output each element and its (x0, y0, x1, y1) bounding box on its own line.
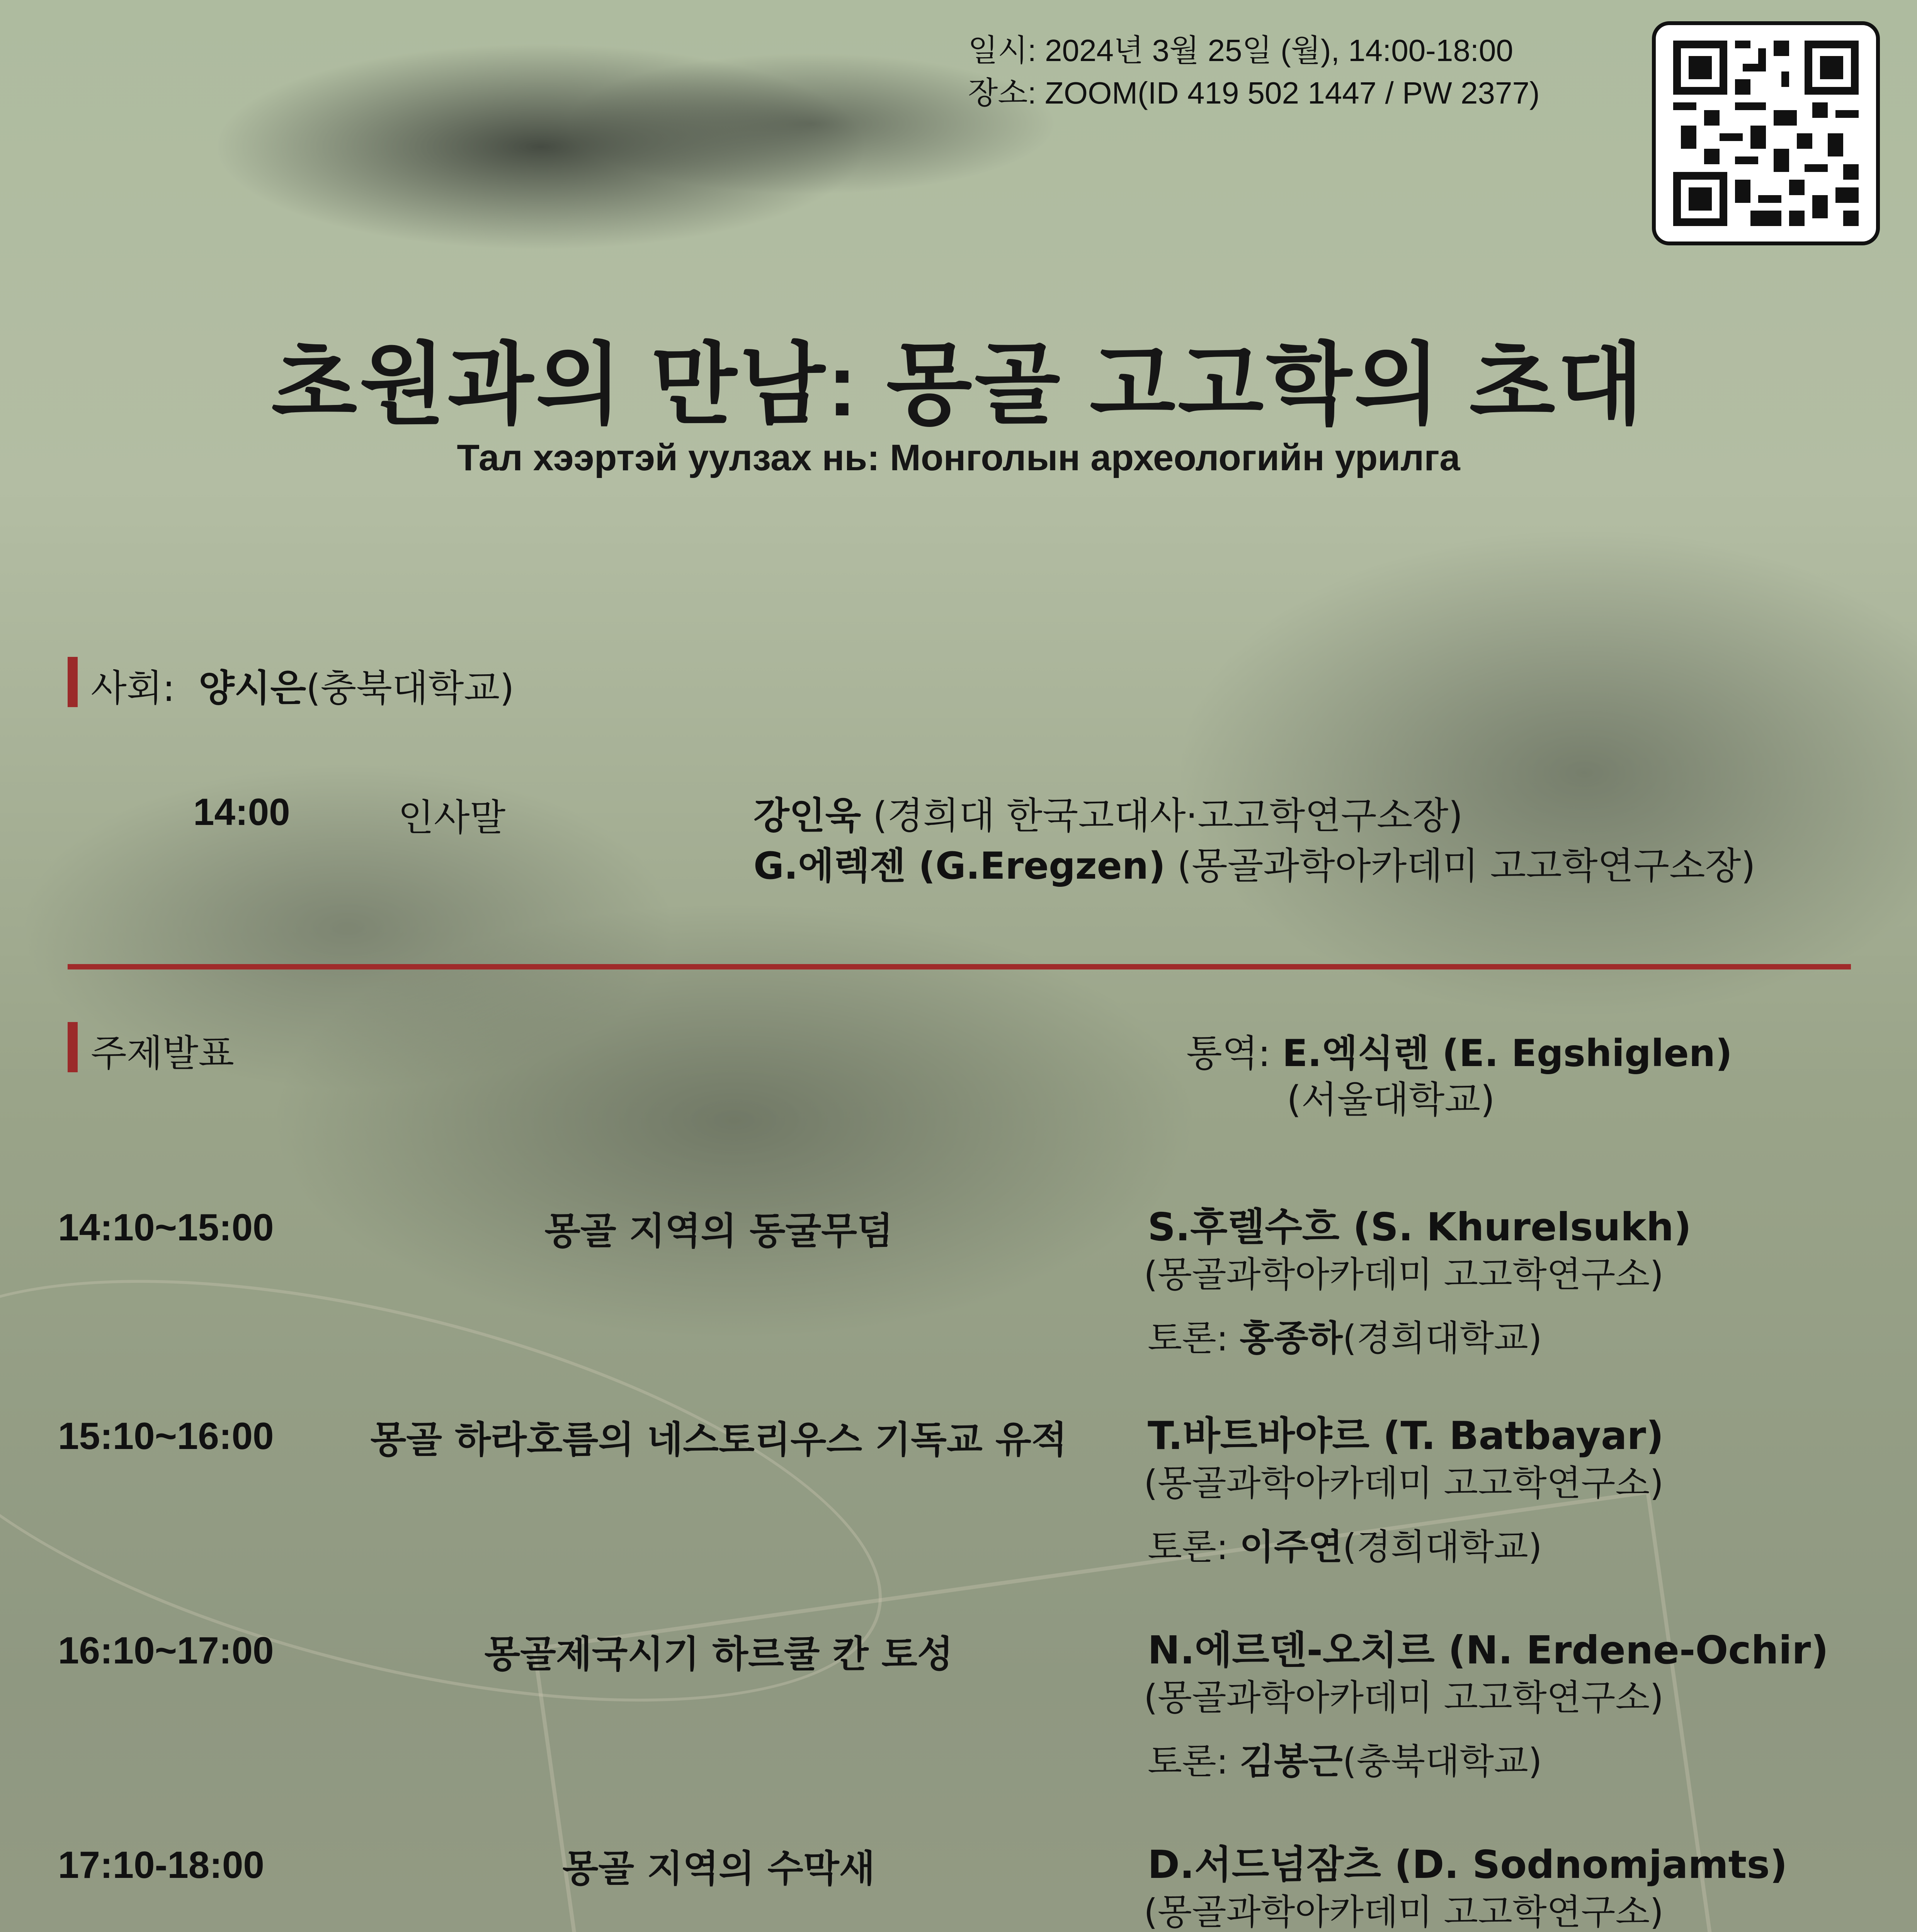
session-speaker: N.에르덴-오치르 (N. Erdene-Ochir) (1148, 1628, 1829, 1673)
moderator-org: (충북대학교) (306, 667, 514, 710)
session-affiliation: (몽골과학아카데미 고고학연구소) (1144, 1463, 1664, 1504)
moderator-name: 양시은 (198, 667, 306, 710)
session-speaker: S.후렐수흐 (S. Khurelsukh) (1148, 1204, 1692, 1250)
interpreter: 통역: E.엑식렌 (E. Egshiglen) (1186, 1032, 1733, 1075)
moderator-label: 사회: (91, 667, 175, 710)
event-venue: 장소: ZOOM(ID 419 502 1447 / PW 2377) (968, 76, 1540, 110)
opening-time: 14:00 (193, 791, 290, 833)
page-title: 초원과의 만남: 몽골 고고학의 초대 (271, 335, 1646, 434)
event-date: 일시: 2024년 3월 25일 (월), 14:00-18:00 (968, 33, 1514, 68)
qr-code-icon (1673, 41, 1859, 226)
presentations-label: 주제발표 (91, 1032, 234, 1075)
opening-speaker-1: 강인욱 (경희대 한국고대사·고고학연구소장) (754, 794, 1463, 837)
page-subtitle: Тал хээртэй уулзах нь: Монголын археологийн урилга (457, 437, 1460, 478)
session-time: 16:10~17:00 (58, 1629, 274, 1672)
interpreter-org: (서울대학교) (1287, 1078, 1495, 1121)
divider (68, 964, 1851, 969)
session-topic: 몽골 지역의 수막새 (562, 1847, 875, 1890)
session-time: 15:10~16:00 (58, 1415, 274, 1457)
session-discussant: 토론: 김봉근(충북대학교) (1148, 1741, 1542, 1782)
session-affiliation: (몽골과학아카데미 고고학연구소) (1144, 1891, 1664, 1932)
session-affiliation: (몽골과학아카데미 고고학연구소) (1144, 1677, 1664, 1718)
opening-title: 인사말 (398, 796, 506, 839)
session-discussant: 토론: 홍종하(경희대학교) (1148, 1318, 1542, 1359)
session-speaker: D.서드넘잠츠 (D. Sodnomjamts) (1148, 1842, 1788, 1887)
session-affiliation: (몽골과학아카데미 고고학연구소) (1144, 1254, 1664, 1295)
session-topic: 몽골 지역의 동굴무덤 (544, 1209, 893, 1253)
section-bar (68, 1022, 78, 1072)
opening-speaker-2: G.에렉젠 (G.Eregzen) (몽골과학아카데미 고고학연구소장) (754, 844, 1755, 888)
session-time: 14:10~15:00 (58, 1206, 274, 1248)
session-topic: 몽골제국시기 하르쿨 칸 토성 (484, 1633, 953, 1676)
moderator (91, 659, 514, 712)
session-time: 17:10-18:00 (58, 1844, 264, 1886)
session-topic: 몽골 하라호름의 네스토리우스 기독교 유적 (370, 1418, 1067, 1461)
qr-code[interactable] (1652, 21, 1880, 245)
section-bar (68, 657, 78, 707)
session-discussant: 토론: 이주연(경희대학교) (1148, 1526, 1542, 1568)
session-speaker: T.바트바야르 (T. Batbayar) (1148, 1413, 1664, 1458)
